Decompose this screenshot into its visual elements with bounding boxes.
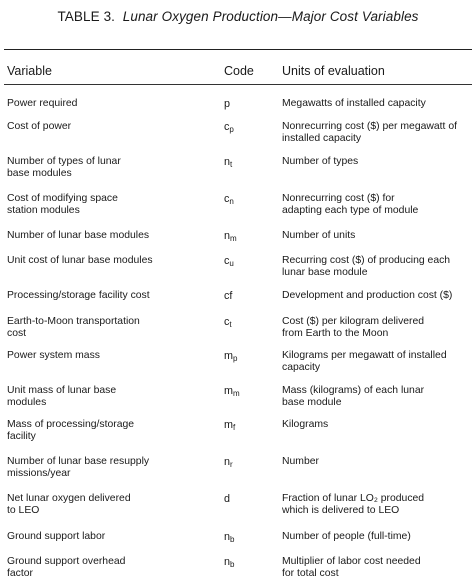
code-cell	[224, 316, 264, 328]
code-subscript: t	[229, 320, 232, 329]
units-line: Number	[282, 456, 319, 467]
units-line: Kilograms per megawatt of installed	[282, 350, 447, 361]
variable-cell	[7, 290, 202, 302]
units-cell	[282, 255, 470, 279]
code-cell	[224, 531, 264, 543]
variable-cell	[7, 493, 202, 517]
units-line: installed capacity	[282, 133, 362, 144]
code-subscript: b	[230, 560, 235, 569]
units-cell	[282, 193, 470, 217]
variable-line: Ground support overhead	[7, 556, 126, 567]
units-line: Nonrecurring cost ($) per megawatt of	[282, 121, 457, 132]
variable-line: Mass of processing/storage	[7, 419, 135, 430]
units-line: Number of units	[282, 230, 356, 241]
code-cell	[224, 255, 264, 267]
code-subscript: f	[233, 423, 236, 432]
variable-cell	[7, 230, 202, 242]
variable-cell	[7, 255, 202, 267]
units-cell	[282, 121, 470, 145]
variable-cell	[7, 156, 202, 180]
variable-cell	[7, 98, 202, 110]
code-cell	[224, 385, 264, 397]
variable-line: Unit mass of lunar base	[7, 385, 117, 396]
variable-cell	[7, 121, 202, 133]
variable-line: facility	[7, 431, 36, 442]
units-line: Nonrecurring cost ($) for	[282, 193, 395, 204]
units-cell	[282, 230, 470, 242]
units-line: capacity	[282, 362, 321, 373]
variable-cell	[7, 556, 202, 580]
code-subscript: m	[230, 234, 237, 243]
code-cell	[224, 556, 264, 568]
code-symbol: n	[224, 156, 231, 168]
units-line: from Earth to the Moon	[282, 328, 389, 339]
table-top-rule	[4, 49, 472, 50]
units-line: Megawatts of installed capacity	[282, 98, 426, 109]
variable-line: Number of lunar base resupply	[7, 456, 150, 467]
variable-line: Earth-to-Moon transportation	[7, 316, 140, 327]
units-line: base module	[282, 397, 342, 408]
code-symbol: cf	[224, 290, 233, 302]
units-cell	[282, 98, 470, 110]
variable-line: Cost of modifying space	[7, 193, 118, 204]
variable-cell	[7, 350, 202, 362]
variable-cell	[7, 419, 202, 443]
variable-line: Cost of power	[7, 121, 72, 132]
code-subscript: p	[229, 125, 234, 134]
units-cell	[282, 290, 470, 302]
units-line: Kilograms	[282, 419, 329, 430]
variable-line: Number of lunar base modules	[7, 230, 150, 241]
units-line: lunar base module	[282, 267, 368, 278]
units-line: Number of types	[282, 156, 359, 167]
variable-cell	[7, 531, 202, 543]
code-subscript: t	[230, 160, 233, 169]
variable-line: Power system mass	[7, 350, 100, 361]
units-line: Cost ($) per kilogram delivered	[282, 316, 425, 327]
code-cell	[224, 290, 264, 302]
code-cell	[224, 419, 264, 431]
variable-line: Power required	[7, 98, 78, 109]
units-line: Fraction of lunar LO₂ produced	[282, 493, 425, 504]
variable-line: modules	[7, 397, 47, 408]
code-subscript: p	[233, 354, 238, 363]
code-symbol: m	[224, 350, 233, 362]
code-subscript: u	[229, 259, 234, 268]
code-cell	[224, 493, 264, 505]
code-symbol: n	[224, 556, 231, 568]
code-cell	[224, 230, 264, 242]
code-symbol: m	[224, 419, 233, 431]
units-line: Development and production cost ($)	[282, 290, 453, 301]
variable-line: station modules	[7, 205, 80, 216]
variable-line: missions/year	[7, 468, 71, 479]
variable-cell	[7, 316, 202, 340]
variable-line: Net lunar oxygen delivered	[7, 493, 131, 504]
code-symbol: c	[224, 121, 230, 133]
code-symbol: c	[224, 316, 230, 328]
code-symbol: n	[224, 230, 231, 242]
code-cell	[224, 350, 264, 362]
code-subscript: r	[230, 460, 233, 469]
code-cell	[224, 156, 264, 168]
variable-cell	[7, 385, 202, 409]
code-symbol: d	[224, 493, 231, 505]
units-line: for total cost	[282, 568, 339, 579]
code-cell	[224, 121, 264, 133]
variable-line: Number of types of lunar	[7, 156, 121, 167]
variable-line: base modules	[7, 168, 72, 179]
table-label: TABLE 3.	[57, 9, 116, 24]
units-cell	[282, 531, 470, 543]
code-symbol: c	[224, 255, 230, 267]
code-symbol: c	[224, 193, 230, 205]
units-cell	[282, 493, 470, 517]
units-line: Multiplier of labor cost needed	[282, 556, 421, 567]
units-line: adapting each type of module	[282, 205, 419, 216]
variable-line: factor	[7, 568, 33, 579]
units-line: Number of people (full-time)	[282, 531, 411, 542]
units-cell	[282, 316, 470, 340]
code-subscript: m	[233, 389, 240, 398]
code-cell	[224, 193, 264, 205]
code-symbol: n	[224, 531, 231, 543]
variable-line: to LEO	[7, 505, 40, 516]
units-cell	[282, 350, 470, 374]
header-rule	[4, 84, 472, 85]
variable-line: cost	[7, 328, 27, 339]
table-caption	[0, 9, 476, 24]
units-cell	[282, 385, 470, 409]
code-symbol: p	[224, 98, 231, 110]
units-line: which is delivered to LEO	[282, 505, 400, 516]
code-symbol: m	[224, 385, 233, 397]
code-cell	[224, 98, 264, 110]
units-cell	[282, 419, 470, 431]
code-subscript: b	[230, 535, 235, 544]
code-subscript: n	[229, 197, 234, 206]
units-line: Recurring cost ($) of producing each	[282, 255, 451, 266]
table-title: Lunar Oxygen Production—Major Cost Variables	[122, 9, 419, 24]
variable-cell	[7, 456, 202, 480]
column-header-code: Code	[224, 64, 254, 78]
units-cell	[282, 156, 470, 168]
code-symbol: n	[224, 456, 231, 468]
variable-cell	[7, 193, 202, 217]
units-cell	[282, 556, 470, 580]
units-cell	[282, 456, 470, 468]
units-line: Mass (kilograms) of each lunar	[282, 385, 425, 396]
variable-line: Unit cost of lunar base modules	[7, 255, 153, 266]
code-cell	[224, 456, 264, 468]
column-header-units: Units of evaluation	[282, 64, 385, 78]
variable-line: Ground support labor	[7, 531, 106, 542]
variable-line: Processing/storage facility cost	[7, 290, 150, 301]
column-header-variable: Variable	[7, 64, 52, 78]
